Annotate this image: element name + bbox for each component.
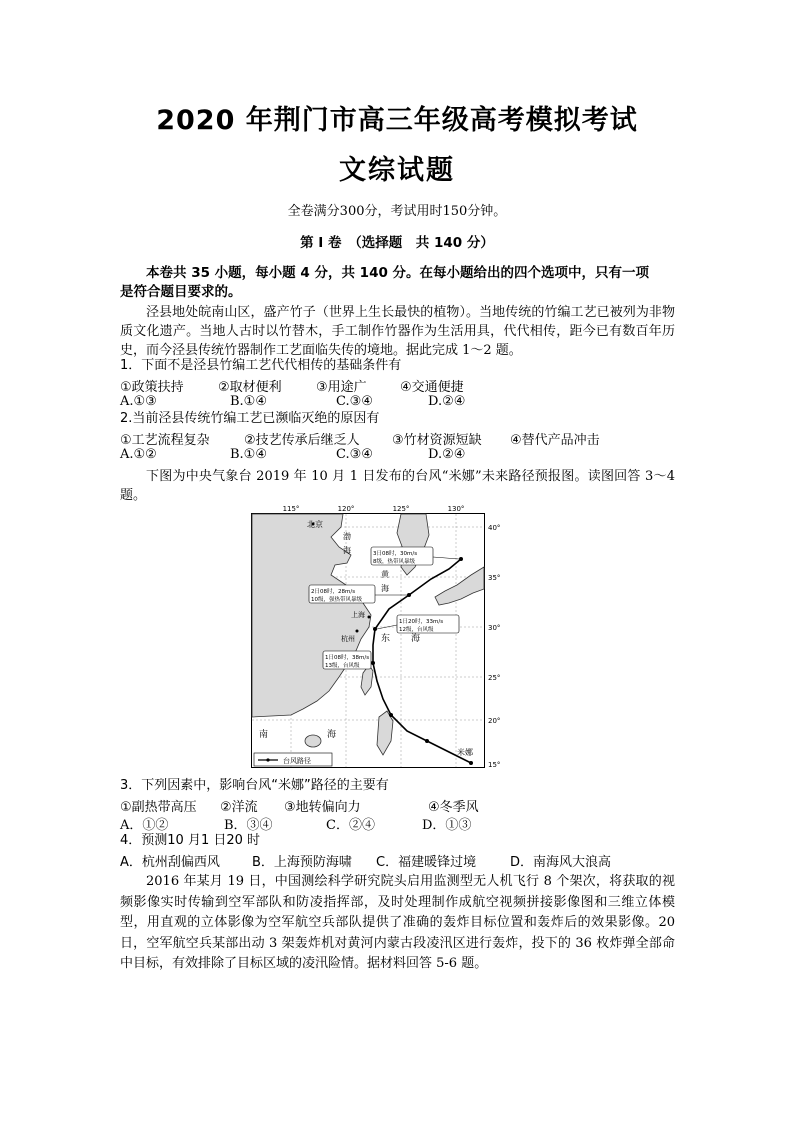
q1-item-1: ①政策扶持 xyxy=(120,380,184,395)
callout-1day-08h xyxy=(323,651,373,669)
svg-text:1日08时，38m/s: 1日08时，38m/s xyxy=(325,655,370,661)
q2-option-a[interactable]: A.①② xyxy=(120,447,157,462)
label-east-sea-1: 东 xyxy=(381,634,391,644)
lat-label-35: 35° xyxy=(488,574,501,582)
q1-item-3: ③用途广 xyxy=(316,380,367,395)
q2-option-d[interactable]: D.②④ xyxy=(428,447,466,462)
passage-1: 泾县地处皖南山区，盛产竹子（世界上生长最快的植物）。当地传统的竹编工艺已被列为非物质文化遗产。当地人古时以竹替木，手工制作竹器作为生活用具，代代相传，距今已有数百年历史，而今泾县传统竹器制作工艺面临失传的境地。据此完成 1～2 题。 xyxy=(120,305,675,358)
q1-option-a[interactable]: A.①③ xyxy=(120,394,157,409)
q2-stem: 2.当前泾县传统竹编工艺已濒临灭绝的原因有 xyxy=(120,411,380,426)
q4-option-b[interactable]: B．上海预防海啸 xyxy=(252,855,352,870)
lat-label-30: 30° xyxy=(488,624,501,632)
lon-label-120: 120° xyxy=(337,505,355,513)
section-heading: 第 I 卷 （选择题 共 140 分） xyxy=(300,235,494,251)
q3-option-b[interactable]: B．③④ xyxy=(224,818,273,833)
label-yellow-sea-1: 黄 xyxy=(381,570,389,579)
lat-label-25: 25° xyxy=(488,674,501,682)
q1-option-d[interactable]: D.②④ xyxy=(428,394,466,409)
q2-item-4: ④替代产品冲击 xyxy=(510,433,600,448)
typhoon-track-map xyxy=(251,505,537,769)
passage-2: 下图为中央气象台 2019 年 10 月 1 日发布的台风“米娜”未来路径预报图。读图回答 3～4 题。 xyxy=(120,469,675,503)
q2-item-3: ③竹材资源短缺 xyxy=(392,433,482,448)
q1-option-b[interactable]: B.①④ xyxy=(230,394,267,409)
q3-item-3: ③地转偏向力 xyxy=(284,800,361,815)
svg-text:台风路径: 台风路径 xyxy=(283,757,311,765)
exam-info: 全卷满分300分，考试用时150分钟。 xyxy=(287,204,507,219)
exam-subject-title: 文综试题 xyxy=(339,155,455,186)
q2-item-2: ②技艺传承后继乏人 xyxy=(244,433,360,448)
q4-option-a[interactable]: A．杭州刮偏西风 xyxy=(120,855,220,870)
map-legend xyxy=(254,753,332,766)
svg-text:2日08时，28m/s: 2日08时，28m/s xyxy=(311,589,356,595)
q1-option-c[interactable]: C.③④ xyxy=(336,394,373,409)
label-east-sea-2: 海 xyxy=(411,634,421,644)
lon-label-130: 130° xyxy=(447,505,465,513)
q3-item-2: ②洋流 xyxy=(220,800,258,815)
q3-option-c[interactable]: C．②④ xyxy=(326,818,375,833)
hainan xyxy=(305,735,321,747)
svg-text:3日08时，30m/s: 3日08时，30m/s xyxy=(373,551,418,557)
q2-option-b[interactable]: B.①④ xyxy=(230,447,267,462)
label-hangzhou: 杭州 xyxy=(341,635,355,643)
q4-option-c[interactable]: C．福建暖锋过境 xyxy=(376,855,477,870)
label-south-sea-1: 南 xyxy=(259,730,269,740)
q4-option-d[interactable]: D．南海风大浪高 xyxy=(510,855,612,870)
label-yellow-sea-2: 海 xyxy=(381,584,389,593)
label-shanghai: 上海 xyxy=(351,611,365,619)
label-beijing: 北京 xyxy=(307,520,323,529)
lon-label-115: 115° xyxy=(282,505,300,513)
q3-item-1: ①副热带高压 xyxy=(120,800,197,815)
q1-item-4: ④交通便捷 xyxy=(400,380,464,395)
q3-option-d[interactable]: D．①③ xyxy=(422,818,472,833)
svg-text:8级，热带风暴级: 8级，热带风暴级 xyxy=(373,559,415,565)
intro-line-2: 是符合题目要求的。 xyxy=(120,284,242,300)
q1-stem: 1．下面不是泾县竹编工艺代代相传的基础条件有 xyxy=(120,358,402,373)
label-south-sea-2: 海 xyxy=(327,730,337,740)
svg-text:12级，台风级: 12级，台风级 xyxy=(399,627,434,633)
label-bohai-1: 渤 xyxy=(343,532,351,541)
label-typhoon-name: 米娜 xyxy=(457,748,473,757)
lon-label-125: 125° xyxy=(392,505,410,513)
q4-stem: 4．预测10 月1 日20 时 xyxy=(120,833,261,848)
label-bohai-2: 海 xyxy=(343,546,351,555)
passage-3: 2016 年某月 19 日，中国测绘科学研究院头启用监测型无人机飞行 8 个架次，将获取的视频影像实时传输到空军部队和防凌指挥部，及时处理制作成航空视频拼接影像图和三维立体模型，用直观的立体影像为空军航空兵部队提供了准确的轰炸目标位置和轰炸后的效果影像。20 日，空军航空兵某部出动 3 架轰炸机对黄河内蒙古段凌汛区进行轰炸，投下的 36 枚炸弹全部命中目标，有效排除了目标区域的凌汛险情。据材料回答 5-6 题。 xyxy=(120,874,675,971)
svg-text:13级，台风级: 13级，台风级 xyxy=(325,663,360,669)
exam-title: 2020 年荆门市高三年级高考模拟考试 xyxy=(156,105,638,136)
intro-line-1: 本卷共 35 小题，每小题 4 分，共 140 分。在每小题给出的四个选项中，只有一项 xyxy=(146,265,650,281)
q1-item-2: ②取材便利 xyxy=(218,380,282,395)
svg-text:1日20时，33m/s: 1日20时，33m/s xyxy=(399,619,444,625)
q2-option-c[interactable]: C.③④ xyxy=(336,447,373,462)
lat-label-15: 15° xyxy=(488,761,501,769)
svg-text:10级，强热带风暴级: 10级，强热带风暴级 xyxy=(311,597,362,603)
q2-item-1: ①工艺流程复杂 xyxy=(120,433,210,448)
lat-label-20: 20° xyxy=(488,717,501,725)
q3-option-a[interactable]: A．①② xyxy=(120,818,169,833)
q3-stem: 3．下列因素中，影响台风“米娜”路径的主要有 xyxy=(120,778,389,793)
q3-item-4: ④冬季风 xyxy=(428,800,479,815)
lat-label-40: 40° xyxy=(488,524,501,532)
